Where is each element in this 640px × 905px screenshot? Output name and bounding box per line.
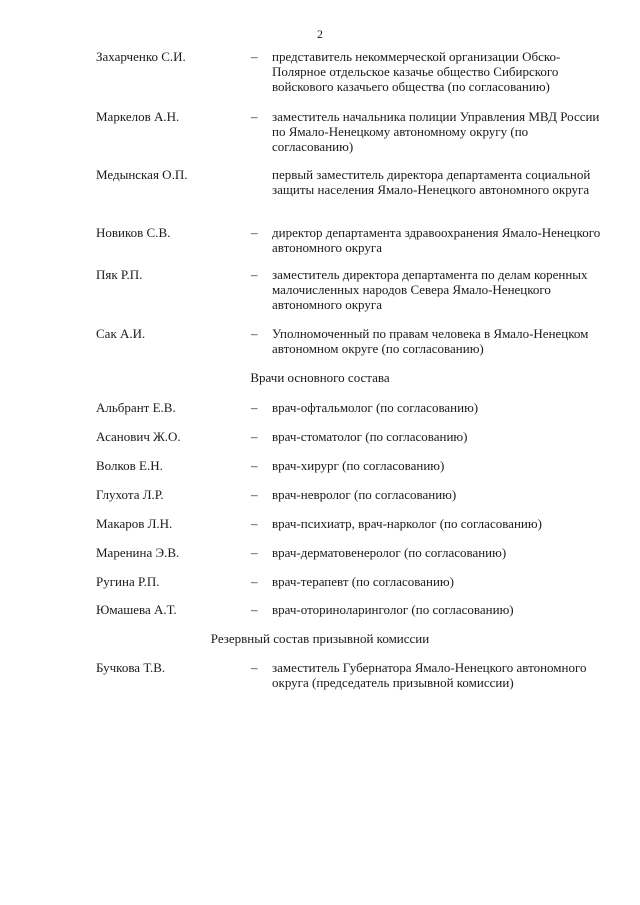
doctor-name: Альбрант Е.В. — [96, 400, 176, 415]
member-dash: – — [251, 109, 258, 124]
section-heading-main-doctors: Врачи основного состава — [250, 370, 390, 385]
doctor-dash: – — [251, 545, 258, 560]
doctor-dash: – — [251, 487, 258, 502]
member-dash: – — [251, 225, 258, 240]
member-dash: – — [251, 326, 258, 341]
doctor-name: Асанович Ж.О. — [96, 429, 181, 444]
member-name: Захарченко С.И. — [96, 49, 186, 64]
member-name: Пяк Р.П. — [96, 267, 143, 282]
doctor-dash: – — [251, 400, 258, 415]
member-role: директор департамента здравоохранения Ямало-Ненецкого автономного округа — [272, 225, 601, 255]
doctor-dash: – — [251, 602, 258, 617]
member-role: Уполномоченный по правам человека в Ямало-Ненецком автономном округе (по согласованию) — [272, 326, 589, 356]
member-dash: – — [251, 49, 258, 64]
member-name: Маркелов А.Н. — [96, 109, 180, 124]
doctor-dash: – — [251, 574, 258, 589]
doctor-role: врач-оториноларинголог (по согласованию) — [272, 602, 514, 617]
doctor-role: врач-невролог (по согласованию) — [272, 487, 457, 502]
doctor-name: Ругина Р.П. — [96, 574, 160, 589]
member-role: представитель некоммерческой организации Обско-Полярное отдельское казачье общество Сибирского войскового казачьего общества (по согласованию) — [272, 49, 561, 94]
doctor-role: врач-терапевт (по согласованию) — [272, 574, 454, 589]
doctor-role: врач-офтальмолог (по согласованию) — [272, 400, 479, 415]
section-heading-reserve: Резервный состав призывной комиссии — [210, 631, 430, 646]
doctor-name: Маренина Э.В. — [96, 545, 180, 560]
reserve-dash: – — [251, 660, 258, 675]
doctor-dash: – — [251, 516, 258, 531]
doctor-name: Юмашева А.Т. — [96, 602, 177, 617]
member-name: Новиков С.В. — [96, 225, 171, 240]
member-role: первый заместитель директора департамента социальной защиты населения Ямало-Ненецкого автономного округа — [272, 167, 591, 197]
member-name: Медынская О.П. — [96, 167, 188, 182]
doctor-dash: – — [251, 429, 258, 444]
doctor-role: врач-психиатр, врач-нарколог (по согласованию) — [272, 516, 542, 531]
reserve-role: заместитель Губернатора Ямало-Ненецкого автономного округа (председатель призывной комиссии) — [272, 660, 587, 690]
page-number: 2 — [317, 27, 323, 41]
reserve-name: Бучкова Т.В. — [96, 660, 166, 675]
member-dash: – — [251, 267, 258, 282]
member-role: заместитель начальника полиции Управления МВД России по Ямало-Ненецкому автономному округу (по согласованию) — [272, 109, 600, 154]
doctor-name: Глухота Л.Р. — [96, 487, 164, 502]
doctor-name: Макаров Л.Н. — [96, 516, 173, 531]
doctor-role: врач-хирург (по согласованию) — [272, 458, 445, 473]
doctor-name: Волков Е.Н. — [96, 458, 163, 473]
doctor-role: врач-стоматолог (по согласованию) — [272, 429, 468, 444]
doctor-role: врач-дерматовенеролог (по согласованию) — [272, 545, 507, 560]
doctor-dash: – — [251, 458, 258, 473]
member-role: заместитель директора департамента по делам коренных малочисленных народов Севера Ямало-Ненецкого автономного округа — [272, 267, 588, 312]
member-name: Сак А.И. — [96, 326, 146, 341]
